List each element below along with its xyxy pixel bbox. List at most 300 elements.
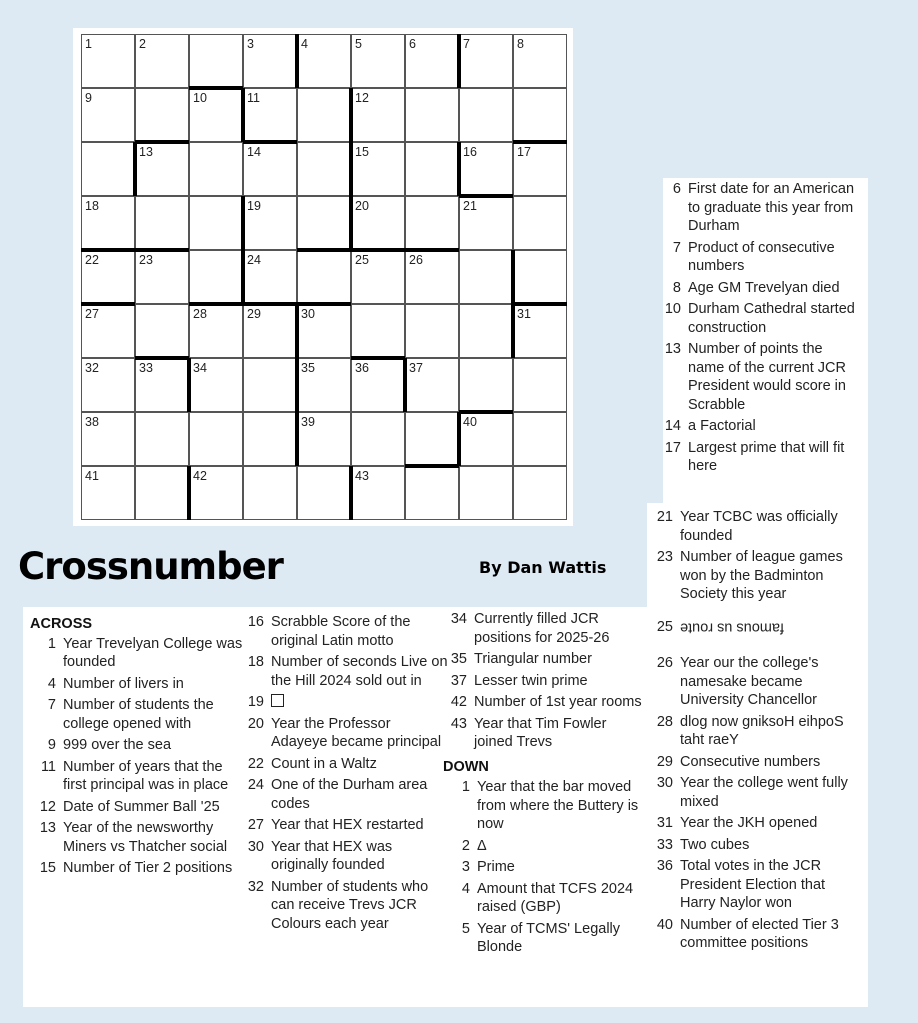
grid-bar-horizontal [297, 248, 351, 252]
grid-bar-horizontal [459, 410, 513, 414]
grid-cell[interactable] [459, 412, 513, 466]
grid-cell[interactable] [189, 88, 243, 142]
grid-cell[interactable] [135, 358, 189, 412]
clue-number: 19 [247, 694, 264, 710]
clue-number: 15 [39, 860, 56, 876]
grid-cell[interactable] [351, 88, 405, 142]
grid-cell[interactable] [297, 88, 351, 142]
clue-text: Year of the newsworthy Miners vs Thatcher social [63, 820, 228, 855]
clue-number: 40 [656, 916, 673, 933]
clue-text: Count in a Waltz [271, 755, 377, 772]
across-heading: ACROSS [30, 616, 93, 632]
grid-bar-horizontal [243, 302, 297, 306]
down-column-right-top [655, 177, 860, 479]
clue-text: Scrabble Score of the original Latin motto [271, 614, 411, 649]
clue-number: 1 [461, 779, 470, 795]
grid-bar-vertical [187, 358, 191, 412]
cell-number: 39 [301, 415, 315, 429]
clue-item [238, 755, 448, 774]
grid-cell[interactable] [405, 34, 459, 88]
grid-cell[interactable] [297, 304, 351, 358]
clue-text: Number of livers in [63, 675, 184, 692]
clue-number: 32 [247, 878, 264, 895]
grid-bar-vertical [241, 250, 245, 304]
clue-item [30, 675, 245, 694]
cell-number: 31 [517, 307, 531, 321]
clue-item [444, 920, 646, 957]
clue-text: Number of Tier 2 positions [63, 860, 233, 876]
grid-bar-vertical [511, 304, 515, 358]
grid-bar-vertical [295, 358, 299, 412]
clue-number: 23 [656, 549, 673, 565]
crossnumber-grid-panel [73, 28, 573, 526]
grid-cell[interactable] [189, 304, 243, 358]
grid-cell[interactable] [189, 466, 243, 520]
grid-bar-horizontal [243, 140, 297, 144]
grid-cell[interactable] [405, 358, 459, 412]
clue-item [238, 776, 448, 813]
grid-cell[interactable] [297, 142, 351, 196]
clue-text: Year Trevelyan College was founded [63, 635, 243, 670]
grid-cell[interactable] [513, 466, 567, 520]
grid-cell[interactable] [297, 412, 351, 466]
grid-cell[interactable] [81, 304, 135, 358]
cell-number: 10 [193, 91, 207, 105]
grid-cell[interactable] [405, 412, 459, 466]
grid-cell[interactable] [189, 250, 243, 304]
grid-bar-vertical [403, 358, 407, 412]
clue-item [444, 778, 646, 834]
clue-number: 9 [47, 737, 56, 753]
clue-text: Date of Summer Ball '25 [63, 798, 220, 815]
grid-cell[interactable] [459, 250, 513, 304]
puzzle-byline: By Dan Wattis [479, 558, 607, 577]
clue-number: 6 [672, 181, 681, 197]
clue-text: Year that Tim Fowler joined Trevs [474, 715, 607, 750]
clue-number: 31 [656, 815, 673, 831]
grid-bar-horizontal [81, 248, 135, 252]
clue-item [647, 713, 862, 750]
cell-number: 9 [85, 91, 92, 105]
crossnumber-grid [81, 34, 567, 520]
grid-bar-horizontal [405, 464, 459, 468]
clue-text [271, 693, 448, 712]
grid-bar-vertical [511, 250, 515, 304]
cell-number: 16 [463, 145, 477, 159]
cell-number: 27 [85, 307, 99, 321]
clue-number: 20 [247, 715, 264, 732]
clue-text: Year of TCMS' Legally Blonde [477, 920, 621, 955]
grid-cell[interactable] [405, 196, 459, 250]
clue-number: 5 [461, 920, 470, 937]
clue-item [655, 239, 860, 276]
clue-item [238, 838, 448, 875]
grid-cell[interactable] [513, 304, 567, 358]
clue-item [441, 715, 646, 752]
cell-number: 41 [85, 469, 99, 483]
cell-number: 37 [409, 361, 423, 375]
down-clue-list [647, 508, 862, 953]
grid-bar-horizontal [189, 86, 243, 90]
grid-cell[interactable] [459, 466, 513, 520]
clue-item [647, 508, 862, 545]
grid-cell[interactable] [135, 88, 189, 142]
grid-cell[interactable] [351, 358, 405, 412]
clue-number: 13 [39, 820, 56, 836]
grid-cell[interactable] [351, 34, 405, 88]
clue-text: Year the Professor Adayeye became principal [271, 715, 442, 750]
grid-bar-horizontal [297, 302, 351, 306]
grid-cell[interactable] [189, 142, 243, 196]
clue-number: 7 [47, 697, 56, 713]
grid-cell[interactable] [81, 88, 135, 142]
clue-number: 10 [664, 301, 681, 317]
grid-cell[interactable] [243, 34, 297, 88]
grid-cell[interactable] [405, 88, 459, 142]
grid-bar-vertical [457, 142, 461, 196]
grid-cell[interactable] [513, 412, 567, 466]
clue-number: 29 [656, 753, 673, 770]
across-clue-list [238, 613, 448, 933]
clue-text: Total votes in the JCR President Election that Harry Naylor won [680, 858, 826, 911]
grid-cell[interactable] [81, 34, 135, 88]
clue-number: 8 [672, 279, 681, 296]
cell-number: 23 [139, 253, 153, 267]
grid-cell[interactable] [513, 34, 567, 88]
cell-number: 14 [247, 145, 261, 159]
grid-cell[interactable] [243, 88, 297, 142]
grid-cell[interactable] [459, 142, 513, 196]
clue-text: Number of students the college opened with [63, 697, 214, 732]
clue-text: Triangular number [474, 651, 592, 667]
clue-item [238, 693, 448, 712]
flipped-clue-text: famous us route [680, 619, 784, 635]
grid-cell[interactable] [513, 250, 567, 304]
grid-cell[interactable] [243, 304, 297, 358]
grid-cell[interactable] [513, 358, 567, 412]
grid-bar-horizontal [135, 356, 189, 360]
clue-number: 4 [47, 675, 56, 692]
clue-item [238, 816, 448, 835]
clue-text: Number of elected Tier 3 committee positions [680, 916, 839, 951]
grid-bar-vertical [349, 142, 353, 196]
across-clue-list [441, 610, 646, 752]
clue-item [238, 613, 448, 650]
cell-number: 30 [301, 307, 315, 321]
clue-item [444, 858, 646, 877]
grid-cell[interactable] [405, 304, 459, 358]
clue-number: 21 [656, 509, 673, 525]
grid-cell[interactable] [351, 142, 405, 196]
clue-text: Durham Cathedral started construction [688, 301, 855, 336]
cell-number: 13 [139, 145, 153, 159]
grid-cell[interactable] [135, 304, 189, 358]
clue-text: Year the college went fully mixed [680, 775, 848, 810]
cell-number: 18 [85, 199, 99, 213]
clue-item [441, 693, 646, 712]
grid-bar-vertical [187, 466, 191, 520]
clue-number: 27 [247, 817, 264, 833]
clue-text: Largest prime that will fit here [688, 439, 845, 474]
grid-cell[interactable] [189, 412, 243, 466]
clue-item [655, 279, 860, 298]
grid-cell[interactable] [351, 250, 405, 304]
clue-text: Number of years that the first principal was in place [63, 758, 229, 793]
grid-cell[interactable] [459, 358, 513, 412]
clue-item [441, 650, 646, 669]
clue-item [647, 548, 862, 604]
clue-item [238, 878, 448, 934]
cell-number: 24 [247, 253, 261, 267]
clue-item [30, 798, 245, 817]
grid-cell[interactable] [297, 34, 351, 88]
clue-number: 34 [450, 611, 467, 627]
grid-cell[interactable] [459, 34, 513, 88]
grid-cell[interactable] [243, 466, 297, 520]
clue-item [647, 857, 862, 913]
grid-cell[interactable] [81, 412, 135, 466]
grid-bar-vertical [349, 88, 353, 142]
cell-number: 6 [409, 37, 416, 51]
cell-number: 25 [355, 253, 369, 267]
grid-cell[interactable] [243, 250, 297, 304]
grid-cell[interactable] [297, 466, 351, 520]
grid-cell[interactable] [135, 196, 189, 250]
grid-bar-horizontal [459, 194, 513, 198]
clue-text: Product of consecutive numbers [688, 239, 835, 274]
clue-text: Prime [477, 859, 515, 875]
clue-number: 18 [247, 654, 264, 670]
cell-number: 29 [247, 307, 261, 321]
clue-number: 13 [664, 341, 681, 357]
cell-number: 20 [355, 199, 369, 213]
clue-number: 30 [656, 775, 673, 791]
grid-cell[interactable] [459, 88, 513, 142]
clue-text [680, 618, 862, 637]
clue-number: 7 [672, 239, 681, 256]
grid-cell[interactable] [513, 88, 567, 142]
grid-cell[interactable] [243, 142, 297, 196]
cell-number: 4 [301, 37, 308, 51]
grid-cell[interactable] [297, 358, 351, 412]
clue-item [647, 814, 862, 833]
clue-item [30, 696, 245, 733]
grid-cell[interactable] [81, 250, 135, 304]
grid-cell[interactable] [297, 250, 351, 304]
cell-number: 32 [85, 361, 99, 375]
clue-text: Year that HEX was originally founded [271, 838, 393, 873]
clue-text: Currently filled JCR positions for 2025-26 [474, 611, 610, 646]
grid-cell[interactable] [135, 250, 189, 304]
grid-bar-horizontal [351, 356, 405, 360]
clue-text: Amount that TCFS 2024 raised (GBP) [477, 880, 634, 915]
grid-bar-vertical [349, 196, 353, 250]
grid-cell[interactable] [297, 196, 351, 250]
clue-text: Number of seconds Live on the Hill 2024 sold out in [271, 654, 448, 689]
clue-text: Lesser twin prime [474, 672, 588, 689]
across-clue-list [30, 635, 245, 878]
clue-text: Two cubes [680, 836, 750, 853]
grid-cell[interactable] [459, 196, 513, 250]
cell-number: 33 [139, 361, 153, 375]
puzzle-title: Crossnumber [18, 545, 283, 588]
clue-number: 35 [450, 651, 467, 667]
grid-cell[interactable] [135, 466, 189, 520]
clue-item [655, 300, 860, 337]
cell-number: 40 [463, 415, 477, 429]
grid-cell[interactable] [513, 142, 567, 196]
clue-text: Year the JKH opened [680, 815, 818, 831]
grid-cell[interactable] [243, 412, 297, 466]
grid-cell[interactable] [135, 34, 189, 88]
clue-item [647, 618, 862, 637]
clue-item [655, 417, 860, 436]
clue-item [30, 819, 245, 856]
grid-bar-vertical [241, 196, 245, 250]
cell-number: 15 [355, 145, 369, 159]
clue-number: 3 [461, 859, 470, 875]
clue-number: 11 [40, 758, 56, 775]
grid-bar-horizontal [135, 140, 189, 144]
clue-item [647, 654, 862, 710]
clue-text: Age GM Trevelyan died [688, 279, 840, 296]
clue-item [444, 880, 646, 917]
grid-bar-horizontal [81, 302, 135, 306]
grid-cell[interactable] [513, 196, 567, 250]
clue-text: Number of league games won by the Badminton Society this year [680, 549, 843, 602]
clue-text: Number of students who can receive Trevs JCR Colours each year [271, 878, 429, 932]
cell-number: 3 [247, 37, 254, 51]
grid-cell[interactable] [351, 196, 405, 250]
grid-cell[interactable] [189, 358, 243, 412]
grid-cell[interactable] [243, 358, 297, 412]
clue-text: Year our the college's namesake became University Chancellor [680, 655, 819, 708]
clue-item [444, 837, 646, 856]
down-column-right-bottom [647, 505, 862, 956]
clue-text: Year TCBC was officially founded [680, 509, 838, 544]
cell-number: 5 [355, 37, 362, 51]
cell-number: 19 [247, 199, 261, 213]
cell-number: 35 [301, 361, 315, 375]
cell-number: 21 [463, 199, 477, 213]
clue-number: 12 [39, 798, 56, 815]
clue-number: 33 [656, 836, 673, 853]
cell-number: 8 [517, 37, 524, 51]
grid-cell[interactable] [135, 412, 189, 466]
clue-number: 17 [664, 439, 681, 456]
down-clue-list [444, 778, 646, 957]
cell-number: 34 [193, 361, 207, 375]
cell-number: 2 [139, 37, 146, 51]
clue-number: 28 [656, 713, 673, 730]
grid-bar-horizontal [513, 302, 567, 306]
clue-text: Year that HEX restarted [271, 817, 424, 833]
clue-number: 1 [47, 635, 56, 652]
clue-text: Δ [477, 837, 487, 854]
grid-bar-vertical [241, 88, 245, 142]
grid-bar-horizontal [405, 248, 459, 252]
clue-number: 37 [450, 672, 467, 689]
clue-text: dlog now gniksoH eihpoS taht raeY [680, 713, 844, 748]
grid-cell[interactable] [81, 466, 135, 520]
clue-number: 16 [247, 614, 264, 630]
clue-item [655, 180, 860, 236]
clue-item [655, 340, 860, 414]
clue-text: Number of 1st year rooms [474, 694, 642, 710]
grid-bar-vertical [133, 142, 137, 196]
clue-number: 22 [247, 755, 264, 772]
clue-text: One of the Durham area codes [271, 777, 428, 812]
clue-number: 43 [450, 715, 467, 732]
cell-number: 28 [193, 307, 207, 321]
clue-item [647, 753, 862, 772]
cell-number: 43 [355, 469, 369, 483]
clue-number: 36 [656, 858, 673, 874]
grid-cell[interactable] [135, 142, 189, 196]
grid-cell[interactable] [81, 196, 135, 250]
clue-number: 2 [461, 837, 470, 854]
clue-item [238, 715, 448, 752]
empty-box-icon [271, 694, 284, 707]
cell-number: 11 [247, 91, 260, 105]
grid-cell[interactable] [405, 142, 459, 196]
grid-cell[interactable] [189, 196, 243, 250]
grid-cell[interactable] [351, 466, 405, 520]
clue-number: 24 [247, 777, 264, 793]
clue-item [30, 635, 245, 672]
grid-bar-vertical [349, 466, 353, 520]
grid-bar-horizontal [189, 302, 243, 306]
clue-item [441, 610, 646, 647]
grid-cell[interactable] [243, 196, 297, 250]
grid-cell[interactable] [189, 34, 243, 88]
cell-number: 22 [85, 253, 99, 267]
grid-bar-vertical [295, 304, 299, 358]
grid-bar-vertical [457, 34, 461, 88]
down-clue-list [655, 180, 860, 476]
clue-number: 26 [656, 655, 673, 671]
clue-item [647, 836, 862, 855]
grid-bar-horizontal [135, 248, 189, 252]
clue-item [238, 653, 448, 690]
down-heading: DOWN [443, 758, 489, 775]
cell-number: 1 [85, 37, 92, 51]
grid-bar-vertical [295, 412, 299, 466]
grid-cell[interactable] [351, 304, 405, 358]
clue-item [30, 736, 245, 755]
grid-cell[interactable] [405, 250, 459, 304]
clues-panel-bottom [23, 607, 648, 1007]
grid-cell[interactable] [405, 466, 459, 520]
cell-number: 42 [193, 469, 207, 483]
across-column-1 [30, 615, 245, 881]
clue-text: Number of points the name of the current JCR President would score in Scrabble [688, 341, 846, 413]
cell-number: 7 [463, 37, 470, 51]
clue-number: 25 [656, 618, 673, 635]
clue-number: 42 [450, 694, 467, 710]
grid-cell[interactable] [81, 358, 135, 412]
clue-text: Year that the bar moved from where the Buttery is now [477, 779, 639, 832]
clue-item [647, 774, 862, 811]
cell-number: 17 [517, 145, 531, 159]
clue-item [30, 758, 245, 795]
cell-number: 38 [85, 415, 99, 429]
clue-text: 999 over the sea [63, 737, 172, 753]
grid-cell[interactable] [81, 142, 135, 196]
grid-cell[interactable] [459, 304, 513, 358]
grid-cell[interactable] [351, 412, 405, 466]
grid-bar-vertical [457, 412, 461, 466]
